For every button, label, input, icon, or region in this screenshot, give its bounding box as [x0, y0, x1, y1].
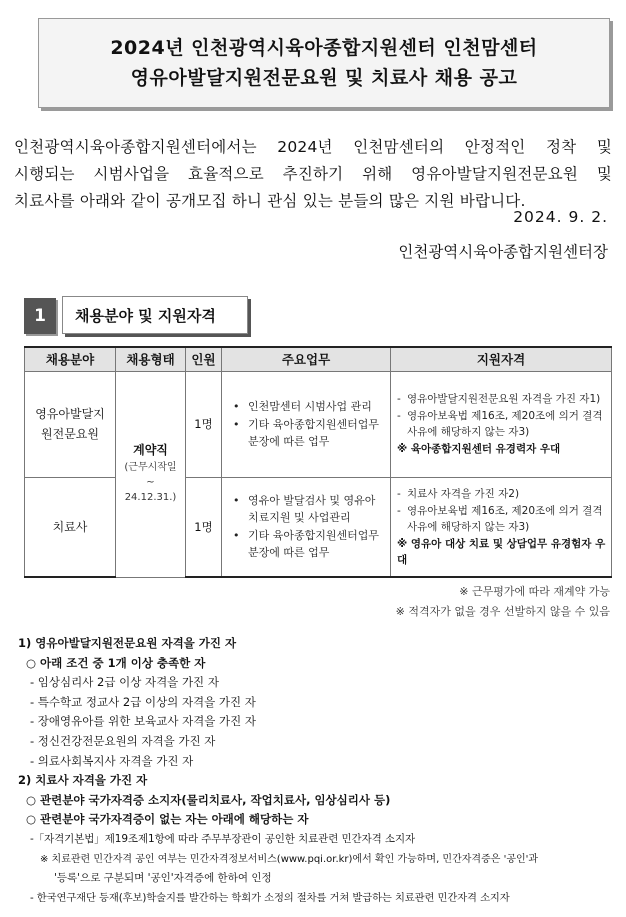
footnote-condition: ○ 관련분야 국가자격증 소지자(물리치료사, 작업치료사, 임상심리사 등) [26, 792, 391, 807]
header-duties: 주요업무 [222, 347, 391, 371]
table-row [25, 371, 612, 477]
footnote-heading-2: 2) 치료사 자격을 가진 자 [18, 773, 148, 788]
footnote-condition: ○ 아래 조건 중 1개 이상 충족한 자 [26, 655, 206, 670]
preference-note: ※ 육아종합지원센터 유경력자 우대 [397, 443, 561, 455]
intro-paragraph [14, 134, 612, 215]
count-cell: 1명 [186, 477, 222, 577]
intro-line-3: 치료사를 아래와 같이 공개모집 하니 관심 있는 분들의 많은 지원 바랍니다. [14, 192, 526, 210]
table-row [25, 477, 612, 577]
qualification-item: - 영유아보육법 제16조, 제20조에 의거 결격사유에 해당하지 않는 자3) [397, 408, 607, 440]
footnote-item: - 정신건강전문요원의 자격을 가진 자 [30, 733, 216, 748]
duty-item: • 기타 육아종합지원센터업무 분장에 따른 업무 [230, 416, 384, 450]
table-header-row [25, 347, 612, 371]
title-line-1: 2024년 인천광역시육아종합지원센터 인천맘센터 [110, 37, 538, 59]
preference-note: ※ 영유아 대상 치료 및 상담업무 유경험자 우대 [397, 537, 606, 566]
header-count: 인원 [186, 347, 222, 371]
employment-type-cell [116, 371, 186, 577]
qualification-item: - 영유아발달지원전문요원 자격을 가진 자1) [397, 391, 607, 407]
footnote-note: ※ 치료관련 민간자격 공인 여부는 민간자격정보서비스(www.pqi.or.kr)에서 확인 가능하며, 민간자격증은 '공인'과 [40, 853, 539, 865]
qualification-item: - 치료사 자격을 가진 자2) [397, 486, 607, 502]
qualification-item: - 영유아보육법 제16조, 제20조에 의거 결격사유에 해당하지 않는 자3) [397, 503, 607, 535]
duty-item: • 기타 육아종합지원센터업무 분장에 따른 업무 [230, 527, 384, 561]
footnote-condition: ○ 관련분야 국가자격증이 없는 자는 아래에 해당하는 자 [26, 812, 309, 827]
count-cell: 1명 [186, 371, 222, 477]
intro-line-2: 시행되는 시범사업을 효율적으로 추진하기 위해 영유아발달지원전문요원 및 [14, 165, 612, 183]
title-line-2: 영유아발달지원전문요원 및 치료사 채용 공고 [130, 67, 518, 89]
duty-item: • 영유아 발달검사 및 영유아 치료지원 및 사업관리 [230, 492, 384, 526]
employment-type: 계약직 [133, 442, 168, 457]
footnote-heading-1: 1) 영유아발달지원전문요원 자격을 가진 자 [18, 636, 237, 650]
intro-line-1: 인천광역시육아종합지원센터에서는 2024년 인천맘센터의 안정적인 정착 및 [14, 138, 612, 156]
duty-item: • 인천맘센터 시범사업 관리 [230, 398, 384, 415]
section-title: 채용분야 및 지원자격 [62, 296, 248, 334]
note-line: ※ 적격자가 없을 경우 선발하지 않을 수 있음 [395, 605, 610, 618]
field-cell [25, 371, 116, 477]
footnote-item: - 장애영유아를 위한 보육교사 자격을 가진 자 [30, 714, 257, 729]
duties-cell [222, 477, 391, 577]
field-cell: 치료사 [25, 477, 116, 577]
duties-cell [222, 371, 391, 477]
footnote-item: - 특수학교 정교사 2급 이상의 자격을 가진 자 [30, 694, 256, 709]
footnote-note: '등록'으로 구분되며 '공인'자격증에 한하여 인정 [54, 872, 272, 885]
field-name: 영유아발달지원전문요원 [35, 407, 105, 441]
qualifications-cell [391, 477, 612, 577]
footnote-item: - 의료사회복지사 자격을 가진 자 [30, 753, 194, 768]
table-notes [396, 582, 610, 622]
title-box [38, 18, 610, 108]
announcement-date: 2024. 9. 2. [513, 208, 608, 226]
header-employment-type: 채용형태 [116, 347, 186, 371]
footnote-item: -「자격기본법」제19조제1항에 따라 주무부장관이 공인한 치료관련 민간자격 소지자 [30, 832, 416, 845]
footnote-item: - 한국연구재단 등재(후보)학술지를 발간하는 학회가 소정의 절차를 거쳐 발급하는 치료관련 민간자격 소지자 [30, 891, 510, 904]
note-line: ※ 근무평가에 따라 재계약 가능 [459, 585, 610, 598]
employment-period: (근무시작일 ~ 24.12.31.) [124, 461, 177, 503]
header-field: 채용분야 [25, 347, 116, 371]
header-qualifications: 지원자격 [391, 347, 612, 371]
qualifications-cell [391, 371, 612, 477]
footnote-item: - 임상심리사 2급 이상 자격을 가진 자 [30, 675, 219, 690]
section-number: 1 [24, 298, 56, 334]
recruitment-table [24, 346, 612, 578]
footnotes [18, 634, 614, 908]
organization-name: 인천광역시육아종합지원센터장 [398, 243, 608, 261]
